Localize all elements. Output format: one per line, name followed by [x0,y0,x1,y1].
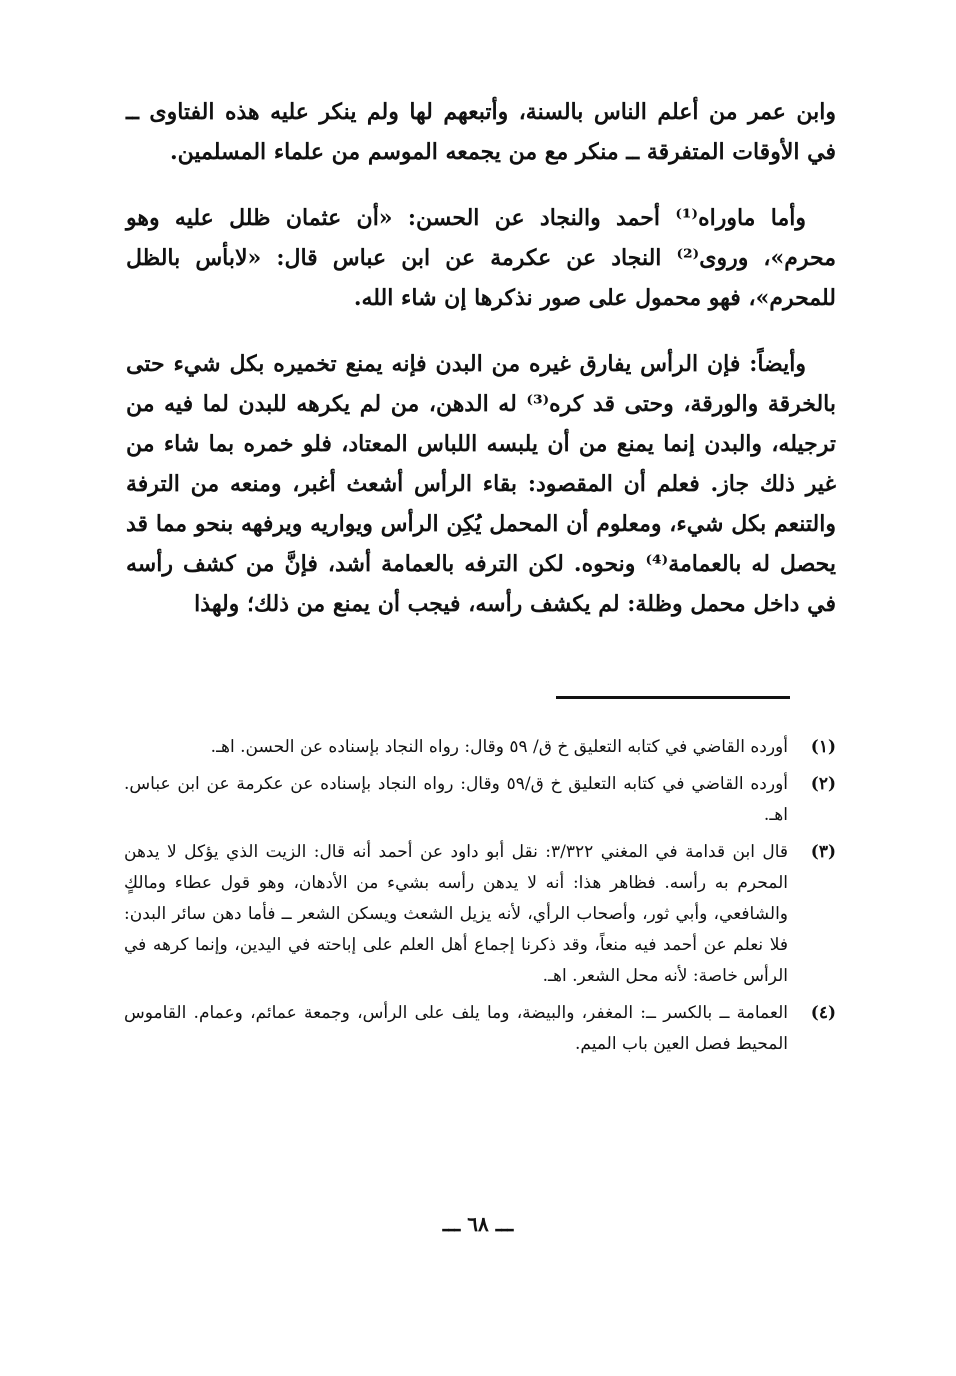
body-paragraph-3: وأيضاً: فإن الرأس يفارق غيره من البدن فإنه يمنع تخميره بكل شيء حتى بالخرقة والورقة، وحتى قد كره⁽³⁾ له الدهن، من لم يكرهه للبدن لما فيه من ترجيله، والبدن إنما يمنع من أن يلبسه اللباس المعتاد، فلو خمره بما شاء من غير ذلك جاز. فعلم أن المقصود: بقاء الرأس أشعث أغبر، ومنعه من الترفة والتنعم بكل شيء، ومعلوم أن المحمل يُكِن الرأس ويواريه ويرفهه بنحو مما قد يحصل له بالعمامة⁽⁴⁾ ونحوه. لكن الترفه بالعمامة أشد، فإنَّ من كشف رأسه في داخل محمل وظلة: لم يكشف رأسه، فيجب أن يمنع من ذلك؛ ولهذا [126,351,836,617]
footnote-text: أورده القاضي في كتابه التعليق خ ق/ ٥٩ وقال: رواه النجاد بإسناده عن الحسن. اهـ. [210,737,788,757]
footnote-separator [556,696,790,699]
footnote-number: (٤) [810,1003,836,1023]
footnote-2 [124,769,836,831]
footnote-text: العمامة ــ بالكسر ــ: المغفر، والبيضة، وما يلف على الرأس، وجمعة عمائم، وعمام. القاموس المحيط فصل العين باب الميم. [124,1003,788,1054]
footnote-4 [124,998,836,1060]
main-body-text [126,92,836,650]
footnote-number: (١) [810,737,836,757]
footnote-1 [124,732,836,763]
body-paragraph-2: وأما ماوراه⁽¹⁾ أحمد والنجاد عن الحسن: «أن عثمان ظلل عليه وهو محرم»، وروى⁽²⁾ النجاد عن عكرمة عن ابن عباس قال: «لابأس بالظل للمحرم»، فهو محمول على صور نذكرها إن شاء الله. [126,205,836,311]
footnote-text: قال ابن قدامة في المغني ٣/٣٢٢: نقل أبو داود عن أحمد أنه قال: الزيت الذي يؤكل لا يدهن المحرم به رأسه. فظاهر هذا: أنه لا يدهن رأسه بشيء من الأدهان، وهو قول عطاء ومالكٍ والشافعي، وأبي ثور، وأصحاب الرأي، لأنه يزيل الشعث ويسكن الشعر ــ فأما دهن سائر البدن: فلا نعلم عن أحمد فيه منعاً، وقد ذكرنا إجماع أهل العلم على إباحته في اليدين، وإنما كرهه في الرأس خاصة: لأنه محل الشعر. اهـ. [124,842,789,986]
page-number: ـــ ٦٨ ـــ [442,1212,514,1236]
footnote-number: (٣) [810,842,836,862]
footnote-number: (٢) [810,774,836,794]
footnote-3 [124,837,836,992]
footnotes-section [124,732,836,1066]
footnote-text: أورده القاضي في كتابه التعليق خ ق/٥٩ وقال: رواه النجاد بإسناده عن عكرمة عن ابن عباس. اهـ. [124,774,788,825]
body-paragraph-1: وابن عمر من أعلم الناس بالسنة، وأتبعهم لها ولم ينكر عليه هذه الفتاوى ــ في الأوقات المتفرقة ــ منكر مع من يجمعه الموسم من علماء المسلمين. [126,99,836,165]
